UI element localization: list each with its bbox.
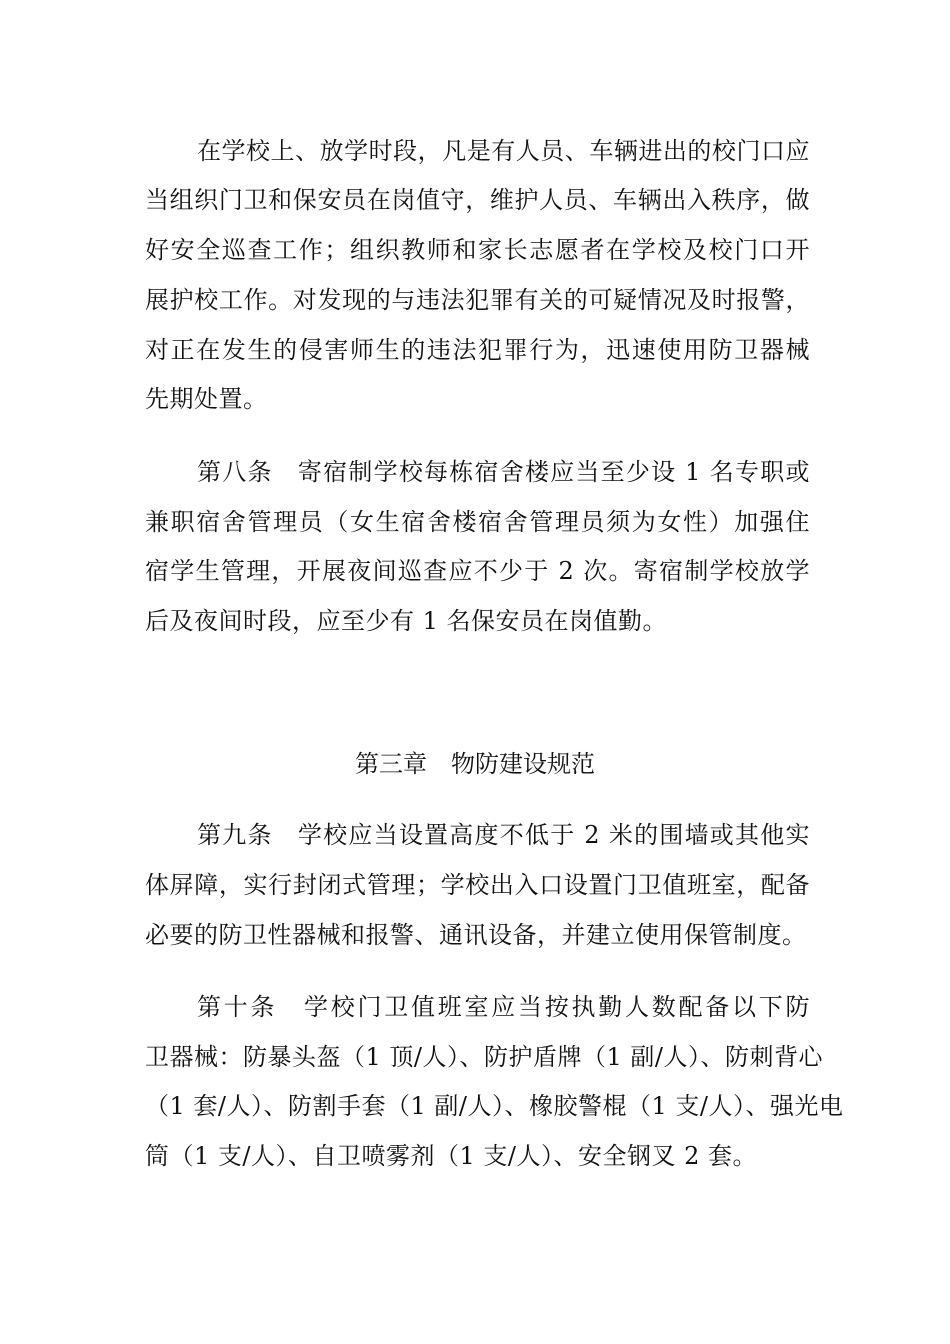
article-10-line-1: 第十条 学校门卫值班室应当按执勤人数配备以下防 [197,993,810,1021]
article-8-line-3: 宿学生管理，开展夜间巡查应不少于 2 次。寄宿制学校放学 [145,557,810,585]
article-8-line-2: 兼职宿舍管理员（女生宿舍楼宿舍管理员须为女性）加强住 [145,508,810,536]
article-10-line-2: 卫器械：防暴头盔（1 顶/人）、防护盾牌（1 副/人）、防刺背心 [145,1043,823,1071]
paragraph-1-line-1: 在学校上、放学时段，凡是有人员、车辆进出的校门口应 [197,137,810,165]
article-9-line-2: 体屏障，实行封闭式管理；学校出入口设置门卫值班室，配备 [145,871,810,899]
article-9-line-3: 必要的防卫性器械和报警、通讯设备，并建立使用保管制度。 [145,921,807,949]
article-8-line-1: 第八条 寄宿制学校每栋宿舍楼应当至少设 1 名专职或 [197,458,810,486]
article-10-line-4: 筒（1 支/人）、自卫喷雾剂（1 支/人）、安全钢叉 2 套。 [145,1142,757,1170]
paragraph-1-line-2: 当组织门卫和保安员在岗值守，维护人员、车辆出入秩序，做 [145,186,810,214]
chapter-heading: 第三章 物防建设规范 [355,750,595,778]
paragraph-1-line-5: 对正在发生的侵害师生的违法犯罪行为，迅速使用防卫器械 [145,336,810,364]
article-8-line-4: 后及夜间时段，应至少有 1 名保安员在岗值勤。 [145,607,668,635]
article-10-line-3: （1 套/人）、防割手套（1 副/人）、橡胶警棍（1 支/人）、强光电 [145,1092,844,1120]
paragraph-1-line-6: 先期处置。 [145,385,268,413]
paragraph-1-line-4: 展护校工作。对发现的与违法犯罪有关的可疑情况及时报警， [145,286,810,314]
paragraph-1-line-3: 好安全巡查工作；组织教师和家长志愿者在学校及校门口开 [145,236,810,264]
article-9-line-1: 第九条 学校应当设置高度不低于 2 米的围墙或其他实 [197,821,810,849]
